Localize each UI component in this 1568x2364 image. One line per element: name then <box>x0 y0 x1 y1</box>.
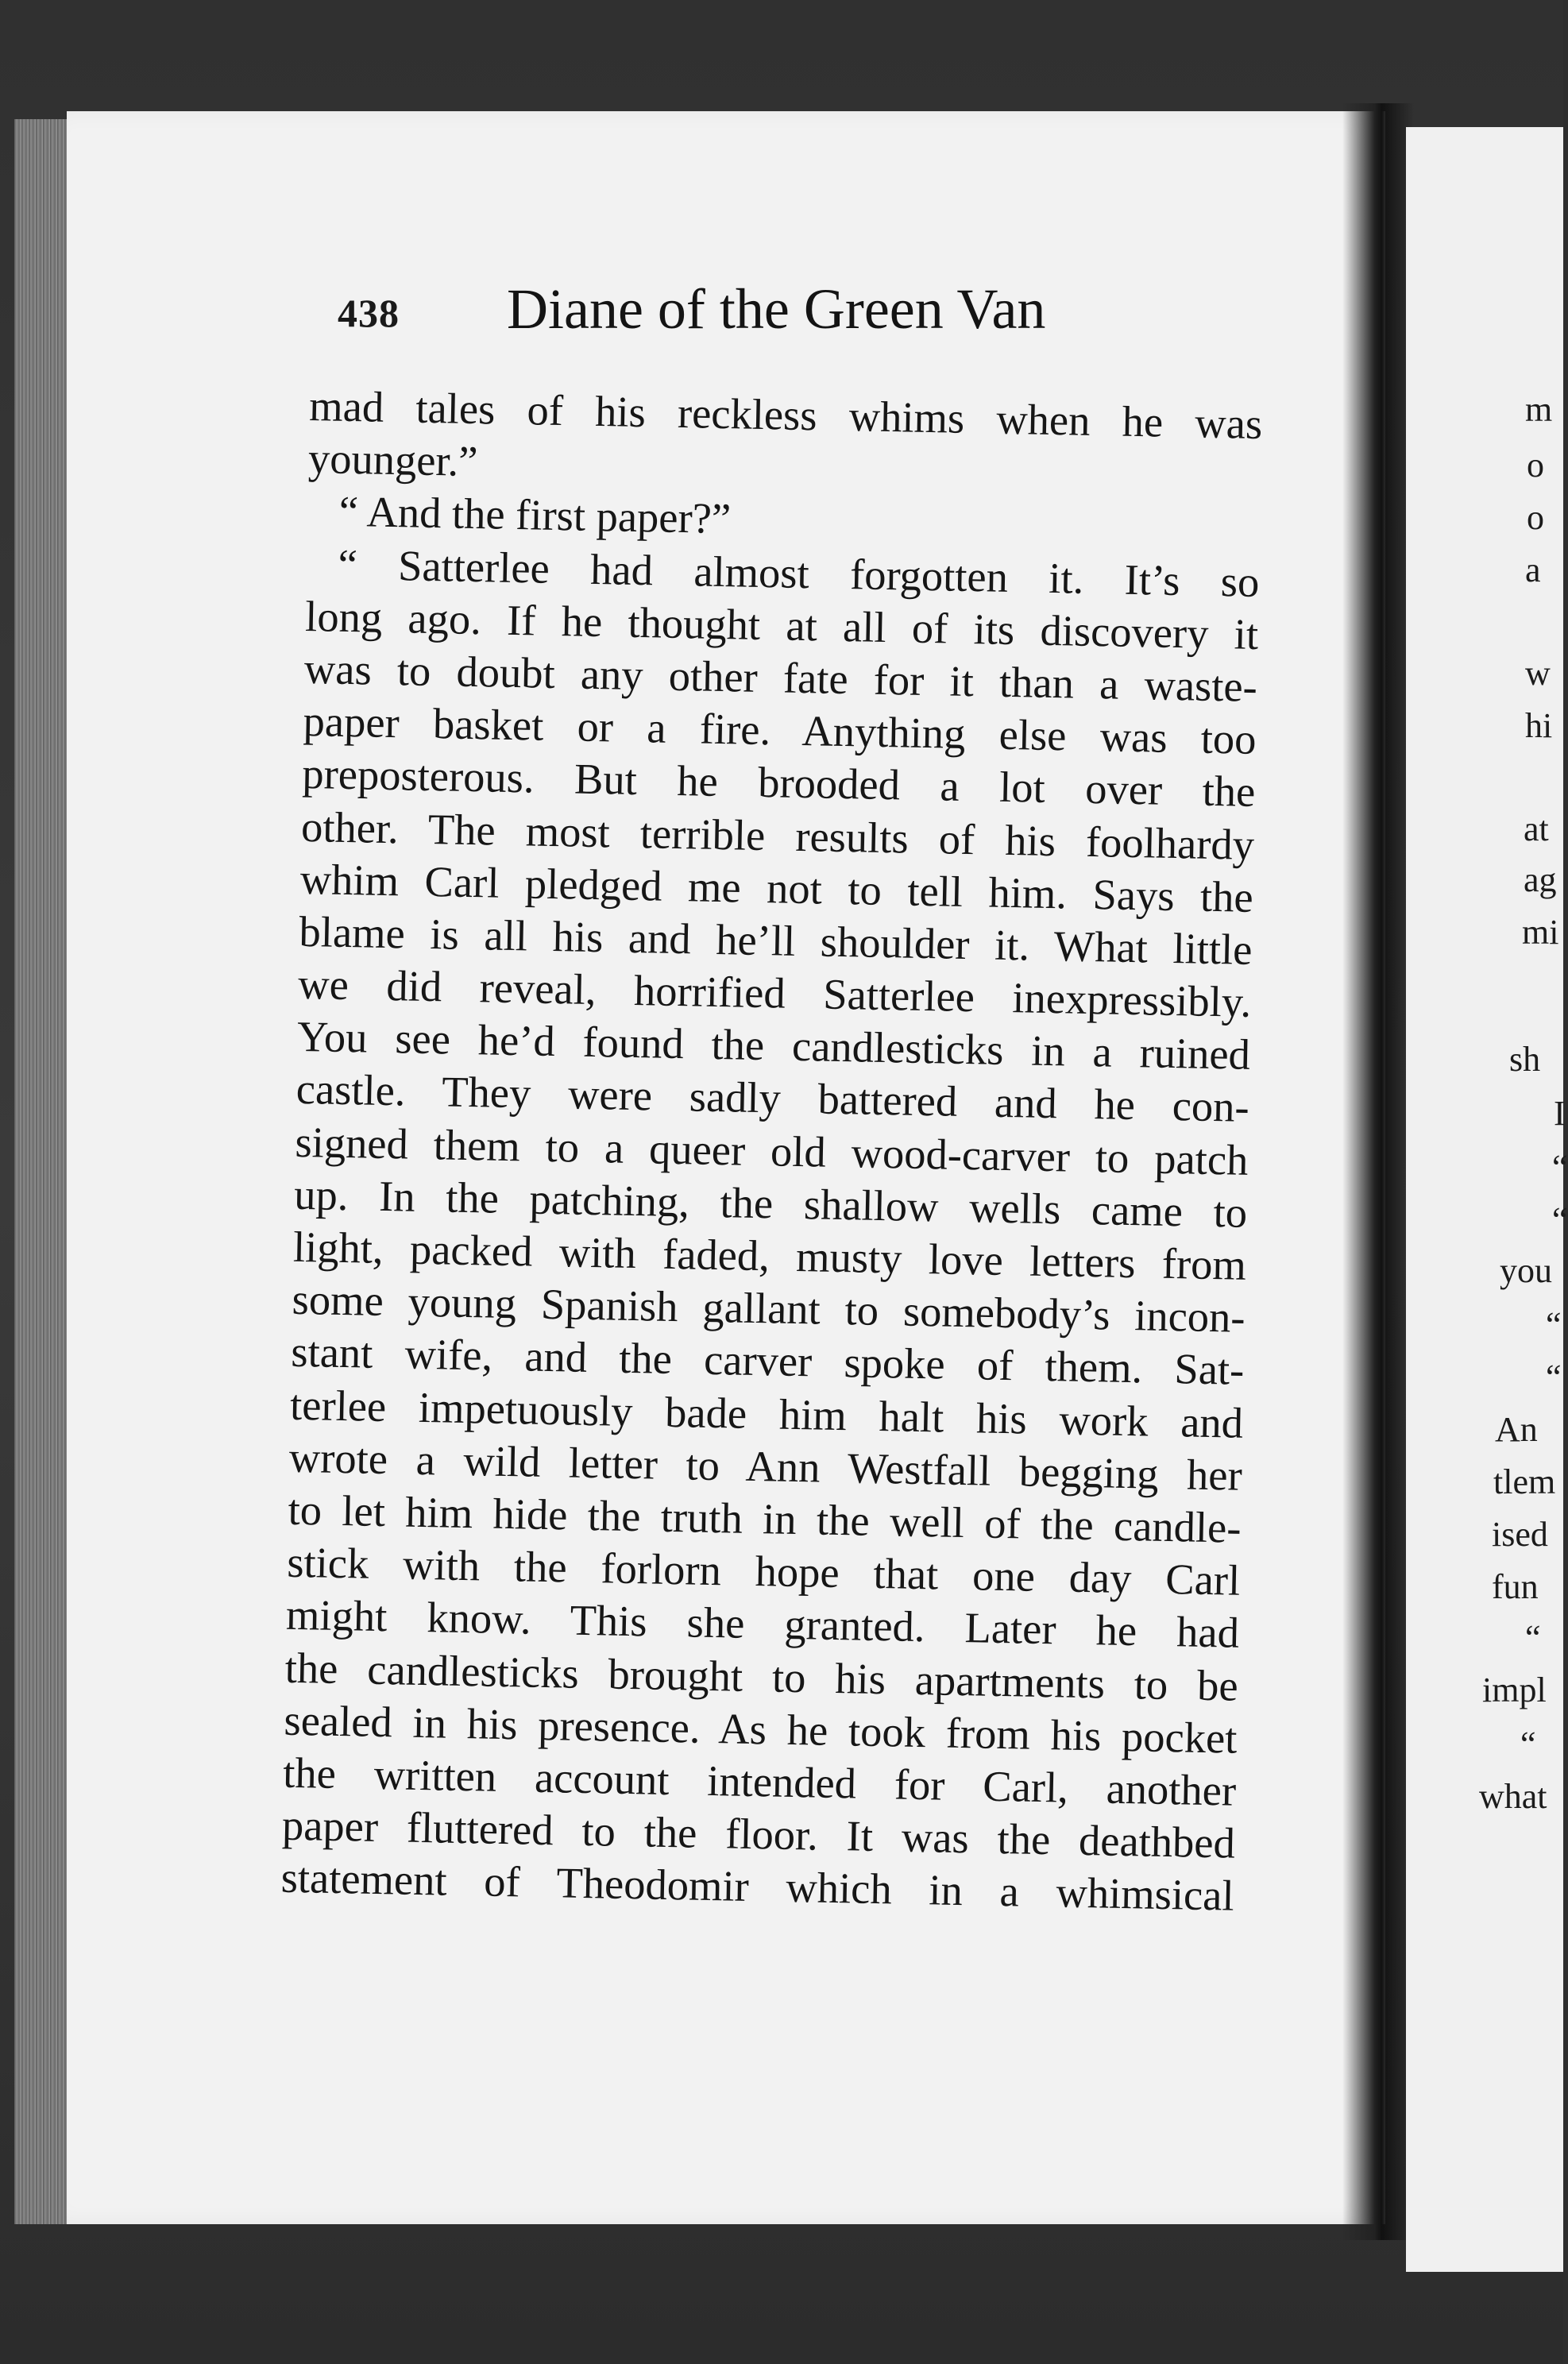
text-line: mad tales of his reckless whims when he was <box>308 380 1263 449</box>
book-page-edges <box>14 119 70 2224</box>
facing-page-fragment: tlem <box>1493 1462 1556 1501</box>
text-line: “ And the first paper?” <box>338 487 732 543</box>
facing-page-fragment: “ <box>1525 1618 1541 1657</box>
facing-page-fragment: impl <box>1482 1671 1547 1709</box>
text-line: the candlesticks brought to his apartments to be <box>284 1643 1239 1710</box>
facing-page-fragment: at <box>1524 809 1549 848</box>
facing-page-fragment: hi <box>1525 706 1553 745</box>
facing-page-fragment: “ <box>1552 1148 1568 1187</box>
text-line: preposterous. But he brooded a lot over the <box>301 749 1256 817</box>
facing-page-fragment: w <box>1525 654 1551 693</box>
facing-page-fragment: m <box>1525 390 1553 429</box>
facing-page-fragment: fun <box>1492 1567 1539 1606</box>
facing-page-fragment: An <box>1495 1410 1538 1449</box>
text-line: might know. This she granted. Later he had <box>285 1590 1240 1658</box>
facing-page <box>1406 127 1568 2272</box>
text-line: stant wife, and the carver spoke of them. Sat- <box>290 1327 1245 1395</box>
book-gutter <box>1342 103 1414 2240</box>
facing-page-fragment: a <box>1525 550 1541 589</box>
facing-page-fragment: “ <box>1546 1358 1562 1396</box>
facing-page-fragment: “ <box>1546 1305 1562 1344</box>
page-number: 438 <box>338 291 400 335</box>
facing-page-fragment: mi <box>1522 913 1559 952</box>
facing-page-fragment: o <box>1527 498 1544 537</box>
text-line: You see he’d found the candlesticks in a ruined <box>296 1012 1251 1080</box>
text-line: was to doubt any other fate for it than a waste- <box>303 643 1258 711</box>
facing-page-fragment: what <box>1479 1777 1547 1816</box>
text-line: blame is all his and he’ll shoulder it. What little <box>299 906 1253 974</box>
text-line: paper fluttered to the floor. It was the deathbed <box>281 1800 1236 1868</box>
facing-page-fragment: you <box>1500 1251 1552 1290</box>
facing-page-fragment: I <box>1554 1094 1566 1133</box>
text-line: light, packed with faded, musty love letters from <box>292 1222 1247 1289</box>
text-line: we did reveal, horrified Satterlee inexpressibly. <box>297 959 1252 1026</box>
facing-page-fragment: “ <box>1520 1725 1536 1763</box>
text-line: younger.” <box>307 434 479 486</box>
text-line: signed them to a queer old wood-carver to patch <box>295 1117 1249 1184</box>
text-line: the written account intended for Carl, another <box>282 1748 1237 1815</box>
text-line: some young Spanish gallant to somebody’s incon- <box>292 1274 1246 1342</box>
facing-page-fragment: “ <box>1552 1200 1568 1239</box>
text-line: to let him hide the truth in the well of the candle- <box>288 1485 1242 1552</box>
text-line: long ago. If he thought at all of its discovery it <box>304 591 1259 659</box>
text-line: sealed in his presence. As he took from his pocket <box>284 1695 1238 1763</box>
running-title: Diane of the Green Van <box>507 277 1046 341</box>
facing-page-fragment: sh <box>1509 1040 1541 1079</box>
text-line: up. In the patching, the shallow wells came to <box>293 1169 1248 1237</box>
text-line: terlee impetuously bade him halt his work and <box>289 1380 1244 1447</box>
text-line: castle. They were sadly battered and he con- <box>295 1064 1250 1132</box>
text-line: statement of Theodomir which in a whimsical <box>280 1852 1235 1920</box>
text-line: “ Satterlee had almost forgotten it. It’s so <box>337 539 1260 606</box>
text-line: paper basket or a fire. Anything else was too <box>303 697 1257 764</box>
text-line: stick with the forlorn hope that one day Carl <box>286 1537 1241 1605</box>
text-line: wrote a wild letter to Ann Westfall begging her <box>288 1432 1243 1500</box>
facing-page-fragment: o <box>1527 446 1544 485</box>
facing-page-fragment: ag <box>1524 860 1557 899</box>
body-text <box>280 380 1263 1922</box>
text-line: whim Carl pledged me not to tell him. Says the <box>299 854 1254 921</box>
facing-page-fragment: ised <box>1492 1515 1548 1554</box>
text-line: other. The most terrible results of his foolhardy <box>300 802 1255 869</box>
